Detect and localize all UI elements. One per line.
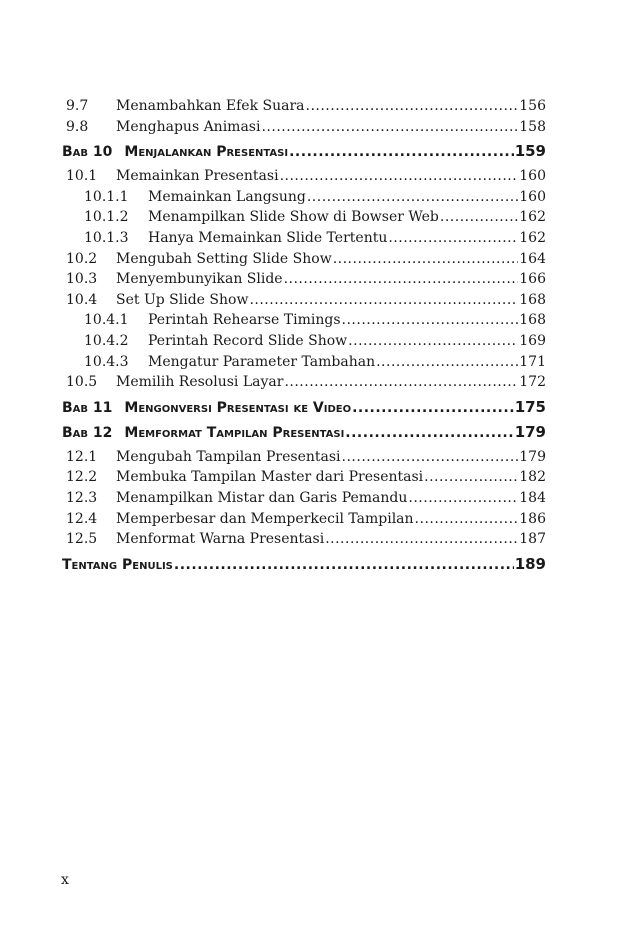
dot-leader	[352, 398, 514, 418]
toc-subsection-entry	[62, 187, 546, 208]
page-ref: 184	[519, 489, 546, 506]
section-number: 10.1	[66, 168, 98, 185]
section-number: 10.4.3	[84, 353, 129, 370]
section-title: Menampilkan Mistar dan Garis Pemandu	[116, 489, 408, 506]
dot-leader	[348, 331, 518, 352]
section-title: Mengubah Setting Slide Show	[116, 250, 332, 267]
chapter-label: Bab 12	[62, 424, 113, 441]
chapter-title: Menjalankan Presentasi	[124, 144, 289, 161]
toc-section-entry	[62, 117, 546, 138]
section-title: Mengubah Tampilan Presentasi	[116, 448, 341, 465]
section-number: 10.4.2	[84, 332, 129, 349]
toc-section-entry	[62, 166, 546, 187]
page-ref: 162	[519, 209, 546, 226]
page-ref: 175	[514, 397, 546, 416]
toc-section-entry	[62, 488, 546, 509]
section-title: Perintah Record Slide Show	[148, 332, 348, 349]
section-title: Memainkan Presentasi	[116, 168, 279, 185]
page-ref: 160	[519, 188, 546, 205]
toc-section-entry	[62, 467, 546, 488]
toc-section-entry	[62, 447, 546, 468]
section-title: Menampilkan Slide Show di Bowser Web	[148, 209, 439, 226]
section-number: 10.1.1	[84, 188, 129, 205]
section-title: Mengatur Parameter Tambahan	[148, 353, 376, 370]
toc-subsection-entry	[62, 228, 546, 249]
page-ref: 166	[519, 271, 546, 288]
section-title: Menghapus Animasi	[116, 118, 261, 135]
section-title: Menambahkan Efek Suara	[116, 98, 305, 114]
dot-leader	[284, 372, 518, 393]
section-number: 10.1.2	[84, 209, 129, 226]
dot-leader	[284, 269, 519, 290]
chapter-label: Bab 10	[62, 144, 113, 161]
toc-subsection-entry	[62, 352, 546, 373]
toc-chapter-entry	[62, 554, 546, 575]
toc-subsection-entry	[62, 331, 546, 352]
dot-leader	[440, 207, 518, 228]
dot-leader	[345, 423, 513, 443]
section-title: Membuka Tampilan Master dari Presentasi	[116, 469, 424, 486]
dot-leader	[280, 166, 519, 187]
toc-chapter-entry	[62, 141, 546, 162]
section-title: Memainkan Langsung	[148, 188, 306, 205]
dot-leader	[289, 142, 514, 162]
page-ref: 189	[514, 554, 546, 573]
section-number: 10.5	[66, 374, 98, 391]
dot-leader	[342, 447, 519, 468]
section-title: Hanya Memainkan Slide Tertentu	[148, 229, 388, 246]
page-ref: 162	[519, 229, 546, 246]
section-number: 12.2	[66, 469, 98, 486]
section-title: Memperbesar dan Memperkecil Tampilan	[116, 510, 414, 527]
page-ref: 182	[519, 469, 546, 486]
dot-leader	[388, 228, 518, 249]
section-title: Perintah Rehearse Timings	[148, 312, 341, 329]
page-ref: 168	[519, 291, 546, 308]
section-number: 10.4	[66, 291, 98, 308]
toc-chapter-entry	[62, 422, 546, 443]
page-ref: 164	[519, 250, 546, 267]
section-number: 12.3	[66, 489, 98, 506]
dot-leader	[376, 352, 518, 373]
section-number: 9.7	[66, 98, 89, 114]
dot-leader	[174, 555, 514, 575]
section-number: 12.5	[66, 531, 98, 548]
dot-leader	[415, 509, 519, 530]
dot-leader	[306, 96, 519, 117]
page-ref: 156	[519, 98, 546, 114]
dot-leader	[249, 290, 518, 311]
toc-section-entry	[62, 509, 546, 530]
table-of-contents	[62, 96, 546, 579]
dot-leader	[333, 249, 519, 270]
page-ref: 169	[519, 332, 546, 349]
toc-subsection-entry	[62, 310, 546, 331]
dot-leader	[325, 529, 518, 550]
page-ref: 159	[514, 142, 546, 161]
page-ref: 179	[519, 448, 546, 465]
page-ref: 172	[519, 374, 546, 391]
page-ref: 160	[519, 168, 546, 185]
chapter-label: Bab 11	[62, 399, 113, 416]
toc-section-entry	[62, 96, 546, 117]
section-title: Memilih Resolusi Layar	[116, 374, 284, 391]
section-number: 10.2	[66, 250, 98, 267]
section-title: Set Up Slide Show	[116, 291, 249, 308]
dot-leader	[342, 310, 519, 331]
toc-section-entry	[62, 290, 546, 311]
page-ref: 168	[519, 312, 546, 329]
section-title: Menformat Warna Presentasi	[116, 531, 325, 548]
toc-chapter-entry	[62, 397, 546, 418]
dot-leader	[307, 187, 518, 208]
page-ref: 186	[519, 510, 546, 527]
toc-section-entry	[62, 529, 546, 550]
page-ref: 187	[519, 531, 546, 548]
section-number: 9.8	[66, 118, 89, 135]
dot-leader	[261, 117, 518, 138]
dot-leader	[424, 467, 518, 488]
page-ref: 171	[519, 353, 546, 370]
toc-section-entry	[62, 269, 546, 290]
page-ref: 179	[514, 422, 546, 441]
section-title: Menyembunyikan Slide	[116, 271, 283, 288]
chapter-title: Tentang Penulis	[62, 556, 173, 573]
toc-subsection-entry	[62, 207, 546, 228]
section-number: 10.3	[66, 271, 98, 288]
toc-section-entry	[62, 249, 546, 270]
page-ref: 158	[519, 118, 546, 135]
section-number: 12.1	[66, 448, 98, 465]
chapter-title: Mengonversi Presentasi ke Video	[124, 399, 352, 416]
section-number: 10.4.1	[84, 312, 129, 329]
section-number: 10.1.3	[84, 229, 129, 246]
section-number: 12.4	[66, 510, 98, 527]
chapter-title: Memformat Tampilan Presentasi	[124, 424, 345, 441]
toc-section-entry	[62, 372, 546, 393]
page-number: x	[61, 872, 69, 888]
dot-leader	[408, 488, 518, 509]
